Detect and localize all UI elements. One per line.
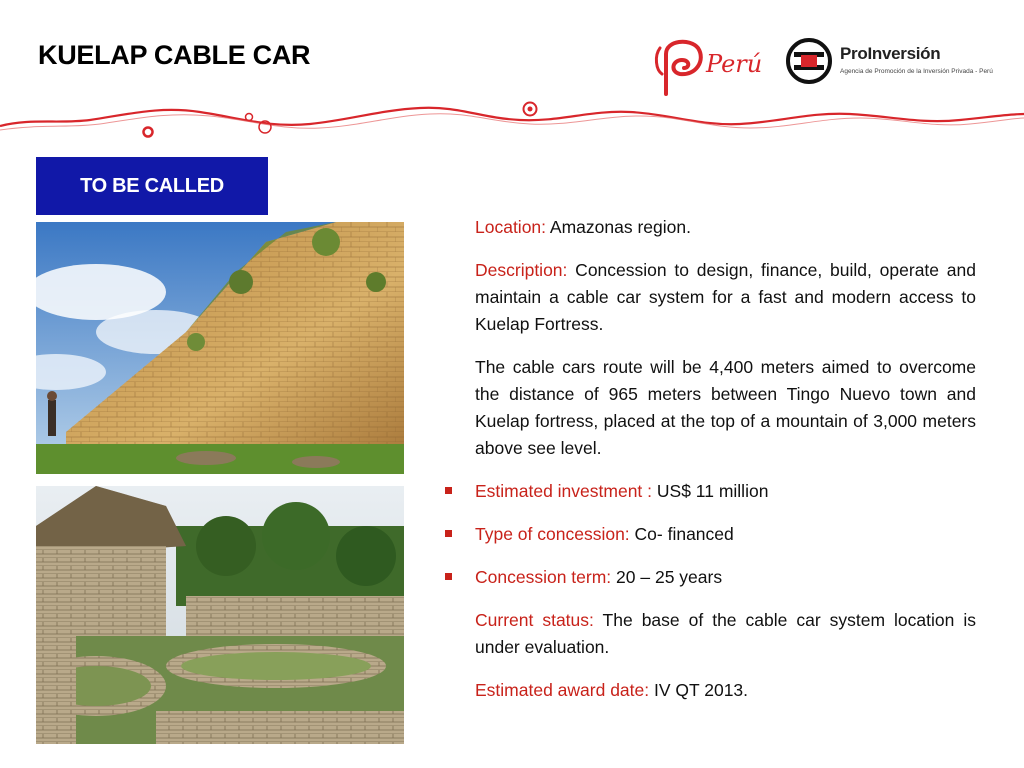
location-label: Location: [475, 217, 547, 237]
kuelap-round-houses-ruins-photo [36, 486, 404, 744]
term-value: 20 – 25 years [611, 567, 723, 587]
peru-logo-text: Perú [706, 50, 763, 78]
description-row [475, 257, 976, 338]
concession-type-label: Type of concession: [475, 524, 630, 544]
proinversion-name: ProInversión [840, 44, 941, 63]
concession-type-value: Co- financed [629, 524, 734, 544]
location-value: Amazonas region. [546, 217, 691, 237]
status-label: Current status: [475, 610, 594, 630]
award-value: IV QT 2013. [649, 680, 749, 700]
term-label: Concession term: [475, 567, 612, 587]
award-label: Estimated award date: [475, 680, 650, 700]
peru-brand-logo [650, 34, 770, 104]
concession-type-row [475, 521, 976, 548]
status-row [475, 607, 976, 661]
bullet-icon [445, 530, 452, 537]
status-value: The base of the cable car system location is under evaluation. [475, 610, 976, 657]
kuelap-fortress-wall-photo [36, 222, 404, 474]
decorative-wave-line [0, 90, 1024, 150]
project-details [475, 214, 976, 720]
bullet-icon [445, 487, 452, 494]
investment-label: Estimated investment : [475, 481, 653, 501]
location-row [475, 214, 976, 241]
proinversion-subtitle: Agencia de Promoción de la Inversión Privada - Perú [840, 68, 993, 75]
investment-row [475, 478, 976, 505]
status-tag: TO BE CALLED [36, 157, 268, 215]
route-paragraph: The cable cars route will be 4,400 meters aimed to overcome the distance of 965 meters between Tingo Nuevo town and Kuelap fortress, placed at the top of a mountain of 3,000 meters above see level. [475, 357, 976, 458]
proinversion-logo [786, 38, 1006, 88]
investment-value: US$ 11 million [652, 481, 769, 501]
bullet-icon [445, 573, 452, 580]
term-row [475, 564, 976, 591]
proinversion-emblem-icon [786, 38, 832, 84]
page-title: KUELAP CABLE CAR [38, 40, 311, 70]
description-label: Description: [475, 260, 568, 280]
award-row [475, 677, 976, 704]
description-value: Concession to design, finance, build, operate and maintain a cable car system for a fast and modern access to Kuelap Fortress. [475, 260, 976, 334]
